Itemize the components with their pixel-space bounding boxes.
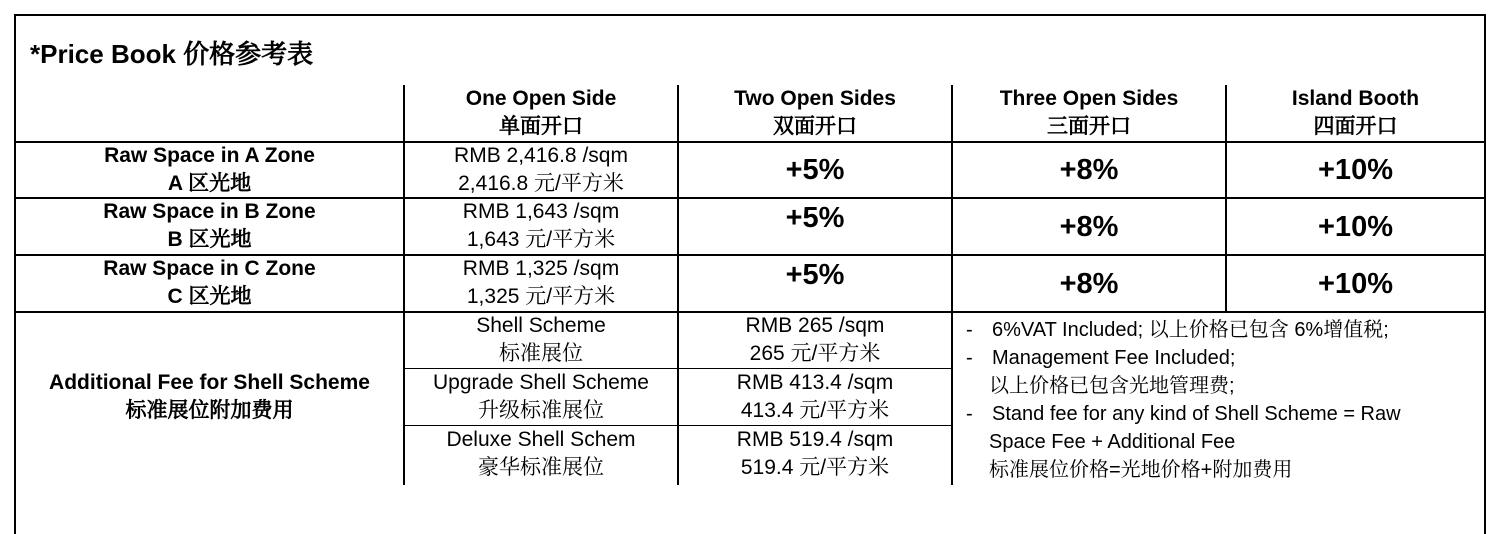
- column-header-zh: 四面开口: [1313, 114, 1398, 138]
- note-item: [966, 400, 1476, 484]
- note-line: Space Fee + Additional Fee: [989, 431, 1236, 453]
- shell-item-zh: 升级标准展位: [478, 399, 604, 422]
- column-header-en: One Open Side: [465, 86, 617, 110]
- note-line: Stand fee for any kind of Shell Scheme = Raw: [992, 403, 1401, 425]
- surcharge-island-zone-a: +10%: [1318, 153, 1393, 186]
- price-cell-zone-c: [405, 255, 677, 311]
- row-label-en: Raw Space in A Zone: [104, 143, 315, 167]
- row-label-zh: 标准展位附加费用: [125, 399, 294, 422]
- row-label-zone-a: [16, 142, 403, 197]
- shell-item-en: Upgrade Shell Scheme: [433, 371, 649, 394]
- shell-item-price: [679, 312, 951, 368]
- note-item: [966, 316, 1476, 344]
- column-header-one-open-side: [405, 84, 677, 141]
- row-label-en: Additional Fee for Shell Scheme: [49, 371, 370, 394]
- price-en: RMB 1,643 /sqm: [462, 200, 620, 223]
- price-en: RMB 1,325 /sqm: [462, 257, 620, 280]
- column-header-three-open-sides: [953, 84, 1225, 141]
- row-label-en: Raw Space in C Zone: [103, 257, 316, 280]
- shell-price-zh: 519.4 元/平方米: [740, 456, 890, 479]
- shell-item-zh: 标准展位: [499, 342, 583, 365]
- shell-notes: [966, 316, 1476, 484]
- surcharge-three-sides-zone-a: +8%: [1059, 153, 1119, 186]
- note-item: [966, 344, 1476, 400]
- row-label-zh: B 区光地: [167, 228, 252, 251]
- page-title: *Price Book 价格参考表: [30, 39, 314, 69]
- column-header-zh: 三面开口: [1047, 114, 1131, 138]
- surcharge-two-sides-zone-c: +5%: [785, 259, 845, 291]
- shell-item-zh: 豪华标准展位: [478, 456, 604, 479]
- note-line: 以上价格已包含光地管理费;: [989, 375, 1235, 397]
- surcharge-three-sides-zone-c: +8%: [1059, 268, 1119, 300]
- column-header-two-open-sides: [679, 84, 951, 141]
- column-header-en: Two Open Sides: [734, 86, 896, 110]
- row-label-zone-c: [16, 255, 403, 311]
- surcharge-two-sides-zone-b: +5%: [785, 202, 845, 234]
- shell-item-en: Shell Scheme: [476, 314, 606, 337]
- shell-item-price: [679, 369, 951, 425]
- price-zh: 1,643 元/平方米: [466, 228, 616, 251]
- note-line: 标准展位价格=光地价格+附加费用: [989, 459, 1293, 481]
- surcharge-island-zone-c: +10%: [1318, 268, 1393, 300]
- shell-price-en: RMB 413.4 /sqm: [736, 371, 894, 394]
- surcharge-island-zone-b: +10%: [1318, 211, 1393, 243]
- shell-item-en: Deluxe Shell Schem: [446, 428, 636, 451]
- column-header-en: Three Open Sides: [999, 86, 1179, 110]
- shell-item-price: [679, 426, 951, 482]
- price-en: RMB 2,416.8 /sqm: [454, 143, 628, 167]
- price-zh: 2,416.8 元/平方米: [458, 171, 624, 195]
- row-label-zone-b: [16, 198, 403, 254]
- shell-price-en: RMB 519.4 /sqm: [736, 428, 894, 451]
- note-dash: -: [966, 319, 973, 341]
- row-label-zh: A 区光地: [167, 171, 252, 195]
- shell-item-name: [405, 426, 677, 482]
- price-zh: 1,325 元/平方米: [466, 285, 616, 308]
- surcharge-two-sides-zone-a: +5%: [785, 153, 845, 186]
- price-cell-zone-a: [405, 142, 677, 197]
- column-header-en: Island Booth: [1291, 86, 1420, 110]
- column-header-zh: 双面开口: [773, 114, 857, 138]
- column-header-zh: 单面开口: [499, 114, 583, 138]
- shell-price-zh: 265 元/平方米: [749, 342, 881, 365]
- note-line: Management Fee Included;: [992, 347, 1236, 369]
- column-header-island-booth: [1227, 84, 1484, 141]
- note-dash: -: [966, 347, 973, 369]
- shell-item-name: [405, 369, 677, 425]
- shell-item-name: [405, 312, 677, 368]
- row-label-shell-scheme: [16, 312, 403, 482]
- note-line: 6%VAT Included; 以上价格已包含 6%增值税;: [992, 319, 1389, 341]
- price-cell-zone-b: [405, 198, 677, 254]
- shell-price-en: RMB 265 /sqm: [745, 314, 885, 337]
- note-dash: -: [966, 403, 973, 425]
- row-label-en: Raw Space in B Zone: [103, 200, 316, 223]
- shell-price-zh: 413.4 元/平方米: [740, 399, 890, 422]
- surcharge-three-sides-zone-b: +8%: [1059, 211, 1119, 243]
- row-label-zh: C 区光地: [167, 285, 252, 308]
